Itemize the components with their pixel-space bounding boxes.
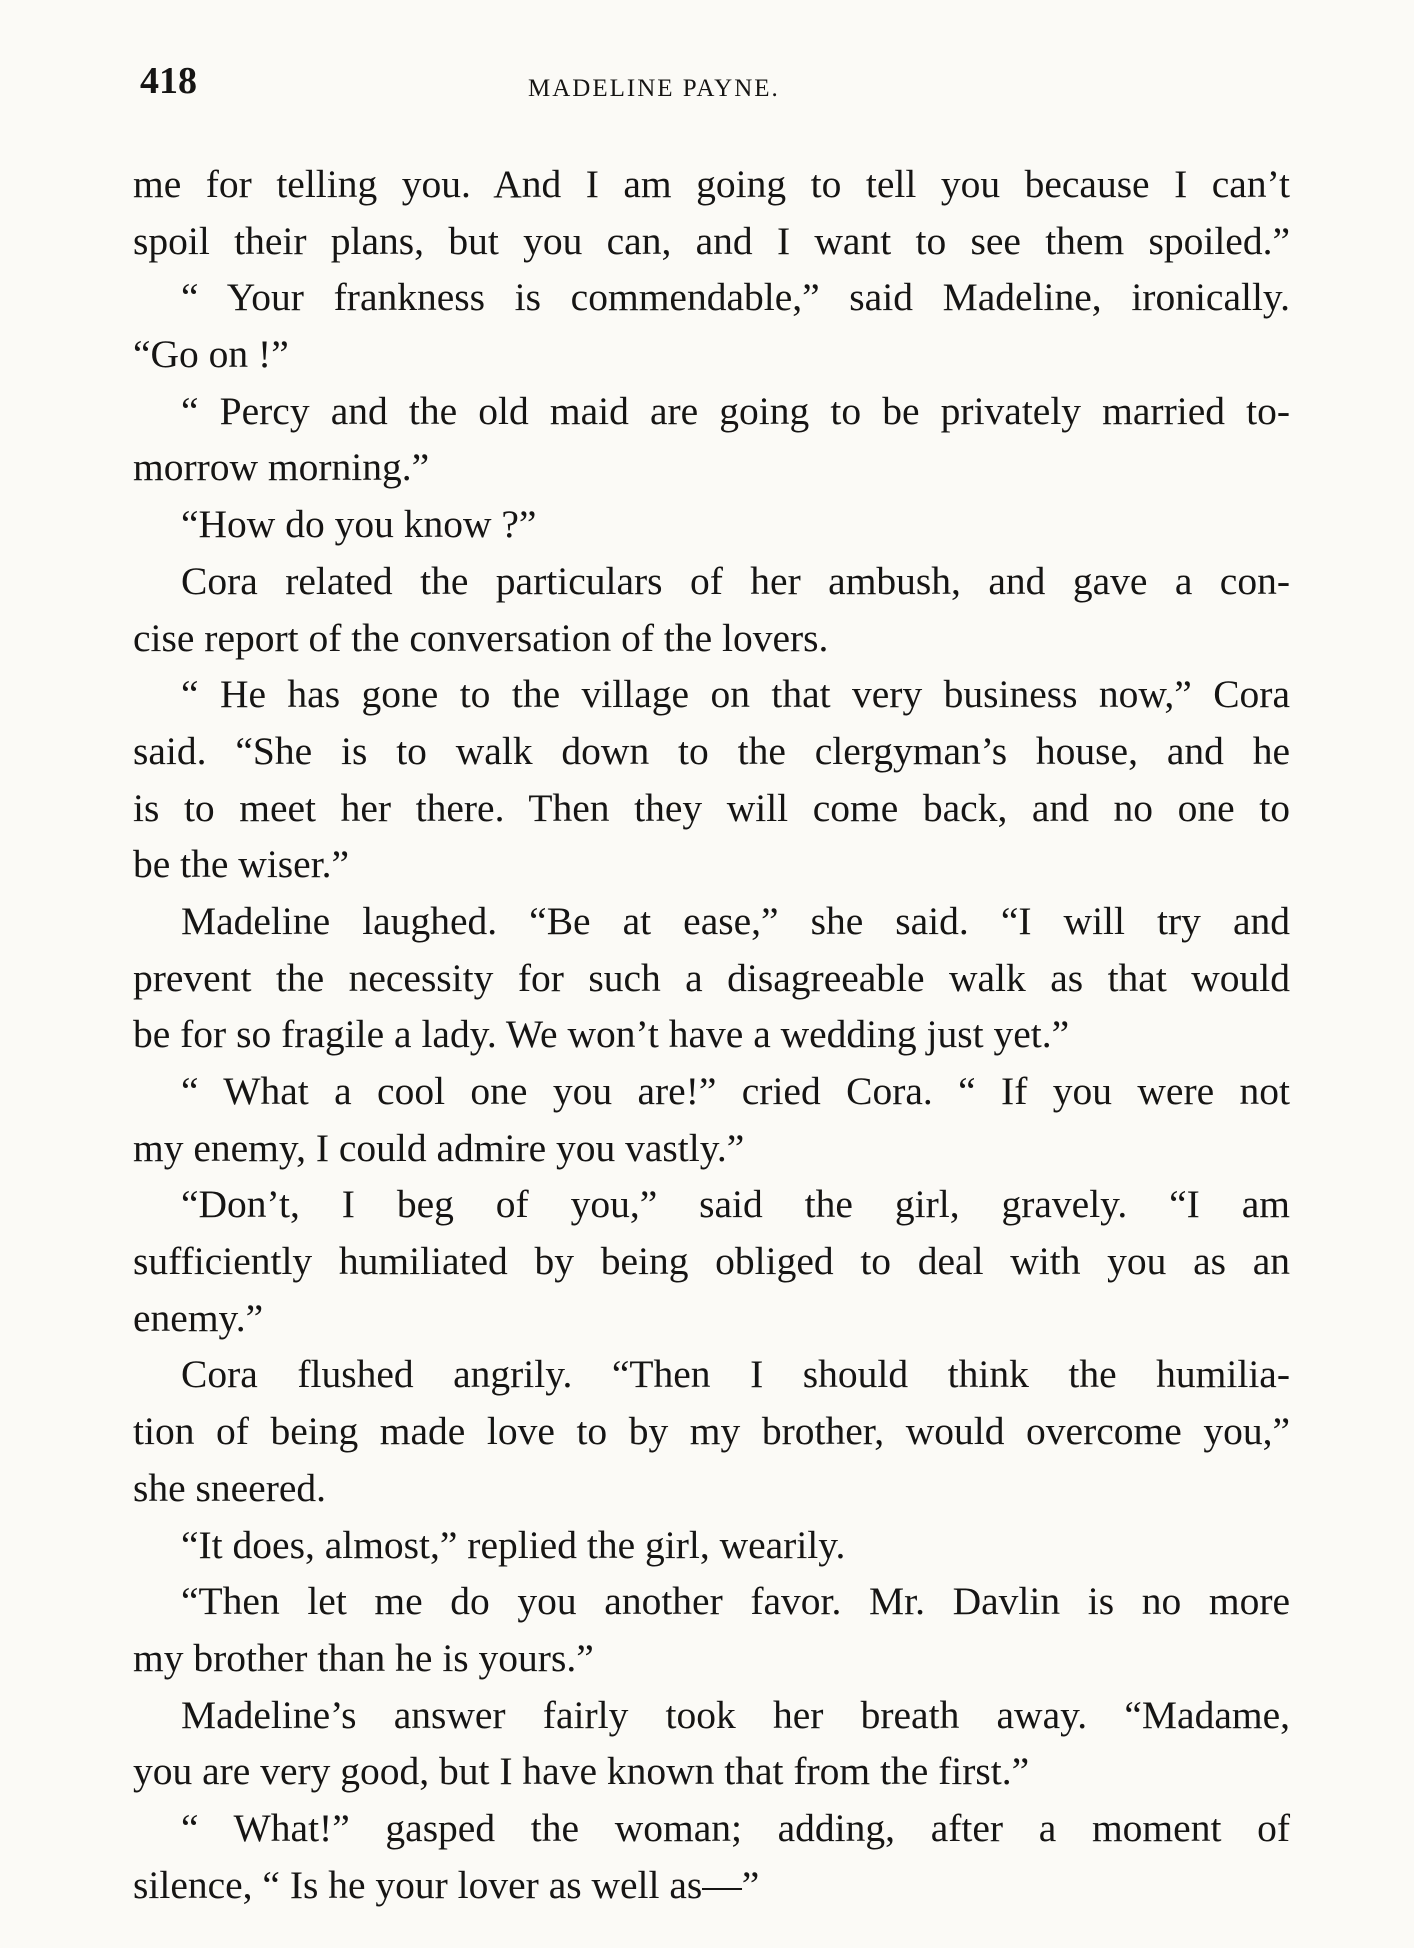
text-line: you are very good, but I have known that from the first.” bbox=[133, 1749, 1030, 1794]
text-line: cise report of the conversation of the lovers. bbox=[133, 615, 829, 660]
text-line: Cora flushed angrily. “Then I should think the humilia- bbox=[181, 1352, 1290, 1397]
text-line: Madeline’s answer fairly took her breath away. “Madame, bbox=[181, 1692, 1290, 1737]
text-line: “ Your frankness is commendable,” said Madeline, ironically. bbox=[181, 275, 1290, 320]
text-line: sufficiently humiliated by being obliged to deal with you as an bbox=[133, 1239, 1290, 1284]
text-line: morrow morning.” bbox=[133, 445, 430, 490]
text-line: she sneered. bbox=[133, 1465, 327, 1510]
page-number: 418 bbox=[140, 60, 197, 102]
running-title: MADELINE PAYNE. bbox=[528, 75, 780, 102]
body-text bbox=[133, 156, 1290, 1913]
text-line: tion of being made love to by my brother, would overcome you,” bbox=[133, 1409, 1290, 1454]
text-line: me for telling you. And I am going to tell you because I can’t bbox=[133, 162, 1290, 206]
text-line: my enemy, I could admire you vastly.” bbox=[133, 1125, 745, 1170]
text-line: be the wiser.” bbox=[133, 842, 350, 887]
text-line: “ He has gone to the village on that very business now,” Cora bbox=[181, 672, 1290, 717]
text-line: “ What a cool one you are!” cried Cora. “ If you were not bbox=[181, 1069, 1290, 1113]
text-line: Cora related the particulars of her ambush, and gave a con- bbox=[181, 558, 1290, 603]
text-line: prevent the necessity for such a disagreeable walk as that would bbox=[133, 955, 1290, 1000]
text-line: “How do you know ?” bbox=[181, 502, 537, 547]
text-line: said. “She is to walk down to the clergyman’s house, and he bbox=[133, 728, 1290, 773]
text-line: “Don’t, I beg of you,” said the girl, gravely. “I am bbox=[181, 1182, 1290, 1227]
text-line: enemy.” bbox=[133, 1295, 264, 1340]
text-line: spoil their plans, but you can, and I want to see them spoiled.” bbox=[133, 218, 1290, 263]
text-line: silence, “ Is he your lover as well as—” bbox=[133, 1862, 760, 1907]
text-line: be for so fragile a lady. We won’t have a wedding just yet.” bbox=[133, 1012, 1070, 1057]
text-line: “Go on !” bbox=[133, 332, 289, 377]
text-line: is to meet her there. Then they will come back, and no one to bbox=[133, 785, 1290, 830]
text-line: “ What!” gasped the woman; adding, after a moment of bbox=[181, 1805, 1290, 1850]
text-line: “It does, almost,” replied the girl, wearily. bbox=[181, 1522, 846, 1567]
text-line: Madeline laughed. “Be at ease,” she said. “I will try and bbox=[181, 898, 1290, 943]
text-line: “ Percy and the old maid are going to be privately married to- bbox=[181, 388, 1290, 433]
text-line: my brother than he is yours.” bbox=[133, 1635, 594, 1680]
text-line: “Then let me do you another favor. Mr. Davlin is no more bbox=[181, 1579, 1290, 1624]
